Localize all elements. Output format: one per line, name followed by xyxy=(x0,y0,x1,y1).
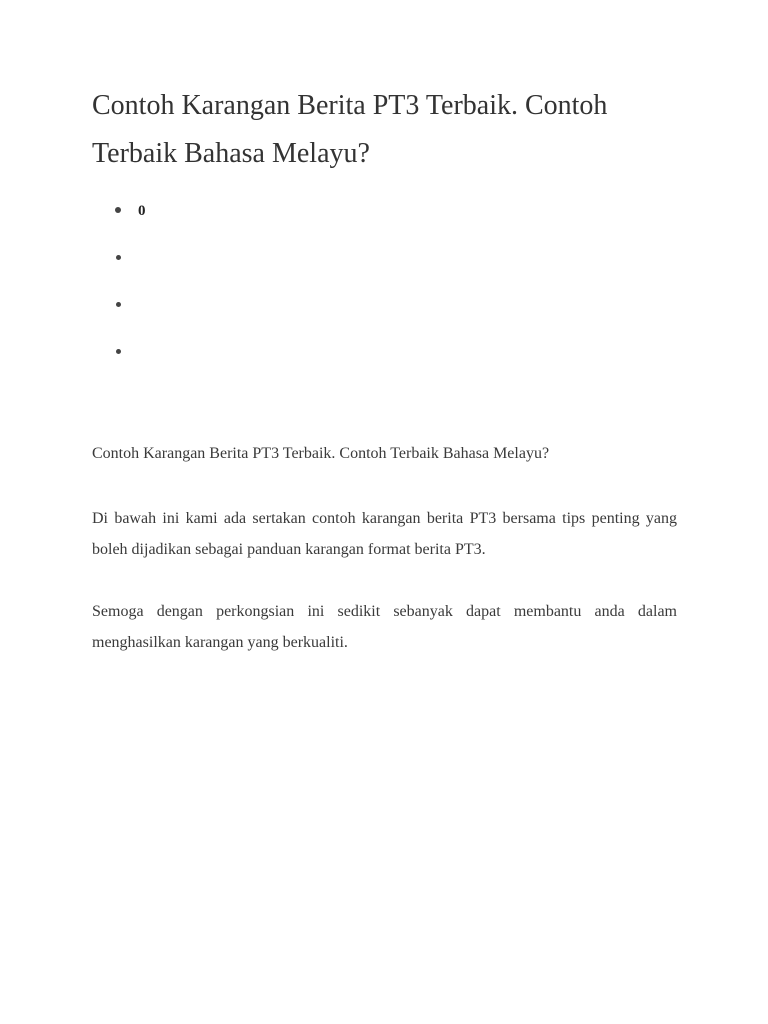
bullet-icon xyxy=(116,255,121,260)
bullet-list xyxy=(92,196,146,384)
list-item xyxy=(92,290,146,337)
closing-paragraph: Semoga dengan perkongsian ini sedikit sebanyak dapat membantu anda dalam menghasilkan karangan yang berkualiti. xyxy=(92,603,677,651)
list-item-label: 0 xyxy=(138,203,146,219)
bullet-icon xyxy=(116,349,121,354)
bullet-icon xyxy=(115,207,121,213)
list-item xyxy=(92,243,146,290)
list-item xyxy=(92,337,146,384)
intro-paragraph: Di bawah ini kami ada sertakan contoh karangan berita PT3 bersama tips penting yang boleh dijadikan sebagai panduan karangan format berita PT3. xyxy=(92,510,677,558)
bullet-icon xyxy=(116,302,121,307)
page-title: Contoh Karangan Berita PT3 Terbaik. Contoh Terbaik Bahasa Melayu? xyxy=(92,90,608,169)
list-item xyxy=(92,196,146,243)
subtitle-paragraph: Contoh Karangan Berita PT3 Terbaik. Contoh Terbaik Bahasa Melayu? xyxy=(92,445,550,462)
